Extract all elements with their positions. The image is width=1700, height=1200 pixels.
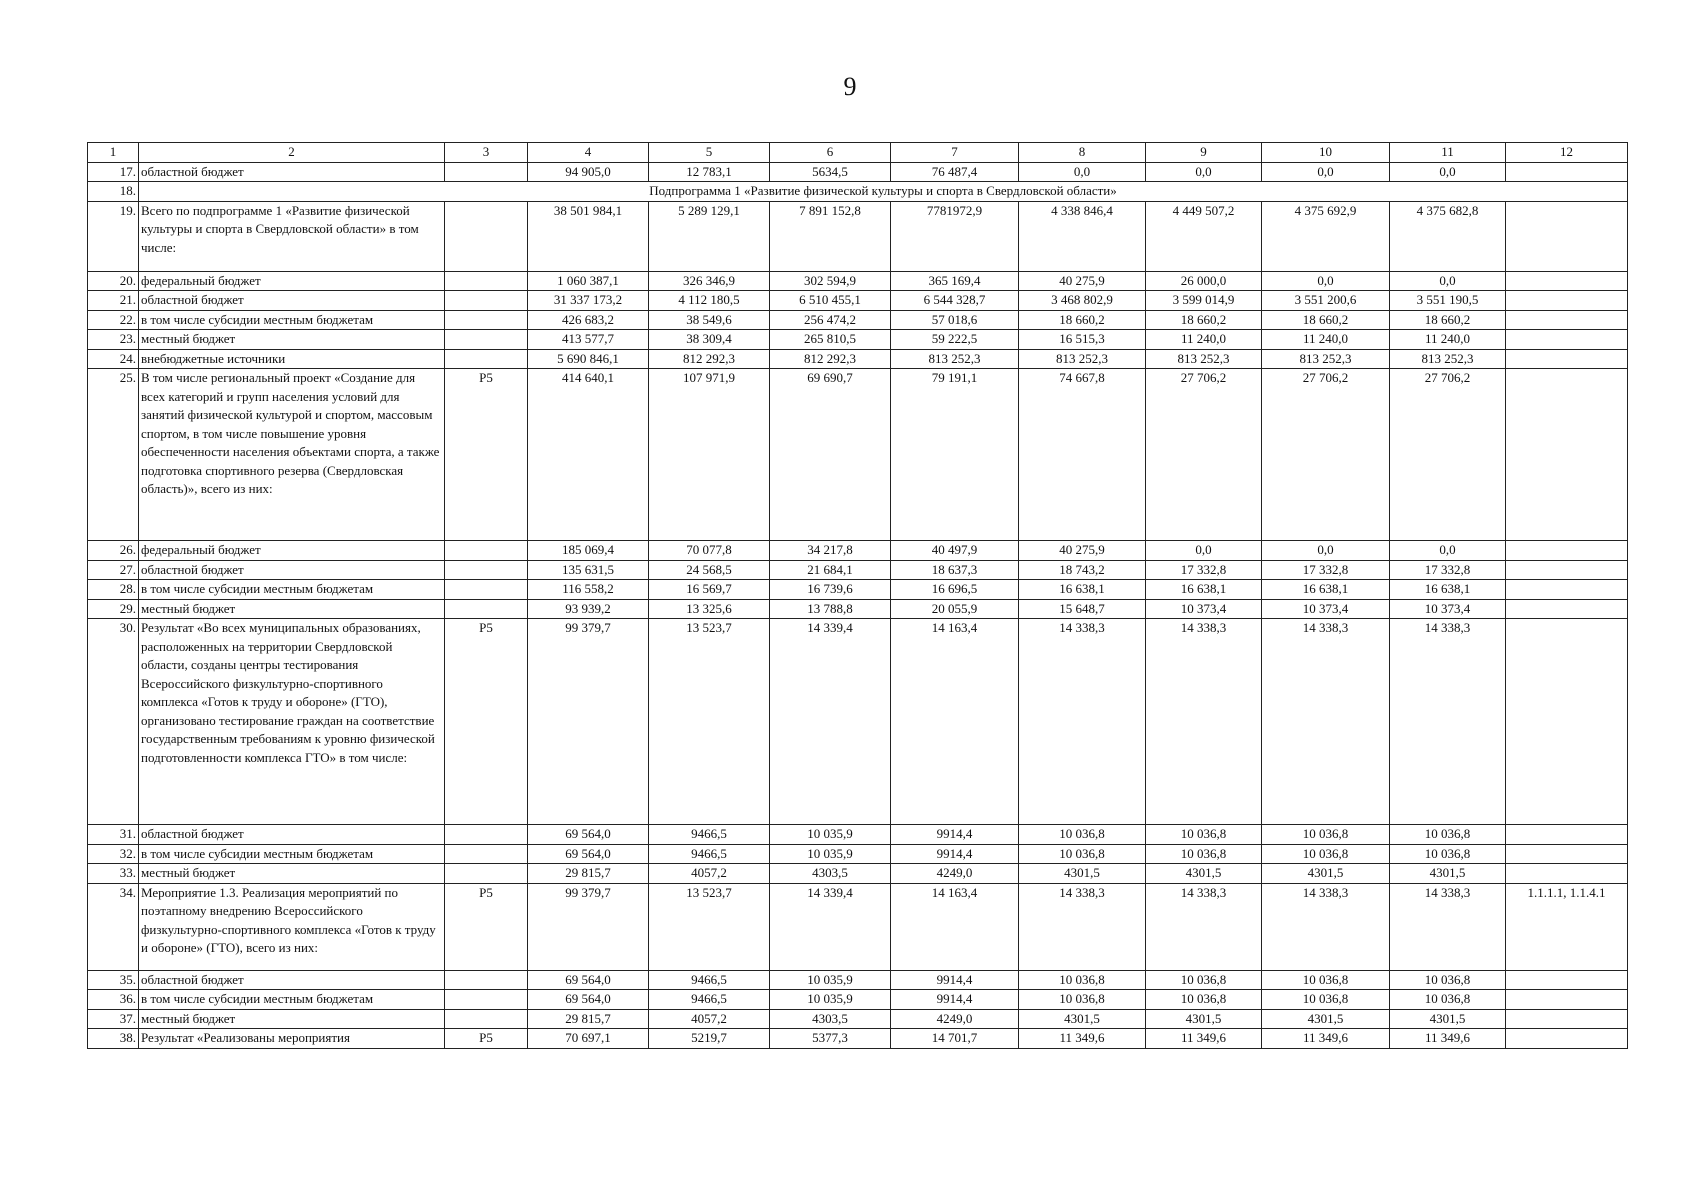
amount-cell: 0,0 (1390, 162, 1506, 182)
amount-cell: 9466,5 (649, 970, 770, 990)
row-description: местный бюджет (139, 330, 445, 350)
column-header: 5 (649, 143, 770, 163)
amount-cell: 9914,4 (891, 825, 1019, 845)
table-row (88, 162, 1628, 182)
amount-cell: 20 055,9 (891, 599, 1019, 619)
table-row (88, 883, 1628, 970)
amount-cell: 14 338,3 (1390, 619, 1506, 825)
row-target (1506, 271, 1628, 291)
amount-cell: 10 036,8 (1146, 844, 1262, 864)
table-row (88, 619, 1628, 825)
row-number: 26. (88, 541, 139, 561)
row-description: в том числе субсидии местным бюджетам (139, 844, 445, 864)
amount-cell: 18 660,2 (1390, 310, 1506, 330)
amount-cell: 16 638,1 (1390, 580, 1506, 600)
row-target (1506, 330, 1628, 350)
row-code (445, 271, 528, 291)
amount-cell: 16 696,5 (891, 580, 1019, 600)
amount-cell: 5 690 846,1 (528, 349, 649, 369)
row-number: 20. (88, 271, 139, 291)
amount-cell: 14 338,3 (1146, 883, 1262, 970)
amount-cell: 4301,5 (1146, 1009, 1262, 1029)
amount-cell: 70 077,8 (649, 541, 770, 561)
amount-cell: 812 292,3 (770, 349, 891, 369)
amount-cell: 10 035,9 (770, 844, 891, 864)
amount-cell: 18 660,2 (1019, 310, 1146, 330)
amount-cell: 69 564,0 (528, 825, 649, 845)
row-description: областной бюджет (139, 162, 445, 182)
row-target (1506, 825, 1628, 845)
amount-cell: 14 338,3 (1146, 619, 1262, 825)
amount-cell: 10 036,8 (1390, 844, 1506, 864)
amount-cell: 9466,5 (649, 825, 770, 845)
row-target (1506, 844, 1628, 864)
row-description: областной бюджет (139, 560, 445, 580)
amount-cell: 76 487,4 (891, 162, 1019, 182)
amount-cell: 18 637,3 (891, 560, 1019, 580)
table-row (88, 310, 1628, 330)
amount-cell: 14 338,3 (1019, 619, 1146, 825)
row-target (1506, 560, 1628, 580)
amount-cell: 10 036,8 (1019, 825, 1146, 845)
row-description: В том числе региональный проект «Создание для всех категорий и групп населения условий для занятий физической культурой и спортом, массовым спортом, в том числе повышение уровня обеспеченности населения объектами спорта, а также подготовка спортивного резерва (Свердловская область)», всего из них: (139, 369, 445, 541)
row-code (445, 541, 528, 561)
row-number: 33. (88, 864, 139, 884)
amount-cell: 185 069,4 (528, 541, 649, 561)
table-row (88, 201, 1628, 271)
amount-cell: 4301,5 (1390, 1009, 1506, 1029)
amount-cell: 9914,4 (891, 844, 1019, 864)
table-row (88, 825, 1628, 845)
amount-cell: 40 275,9 (1019, 541, 1146, 561)
amount-cell: 5 289 129,1 (649, 201, 770, 271)
amount-cell: 4 375 682,8 (1390, 201, 1506, 271)
amount-cell: 10 035,9 (770, 970, 891, 990)
amount-cell: 4301,5 (1146, 864, 1262, 884)
amount-cell: 69 564,0 (528, 990, 649, 1010)
amount-cell: 4301,5 (1390, 864, 1506, 884)
amount-cell: 135 631,5 (528, 560, 649, 580)
amount-cell: 10 035,9 (770, 825, 891, 845)
amount-cell: 16 638,1 (1146, 580, 1262, 600)
amount-cell: 0,0 (1262, 271, 1390, 291)
amount-cell: 10 036,8 (1146, 970, 1262, 990)
section-title: Подпрограмма 1 «Развитие физической культуры и спорта в Свердловской области» (139, 182, 1628, 202)
amount-cell: 18 743,2 (1019, 560, 1146, 580)
amount-cell: 4057,2 (649, 864, 770, 884)
amount-cell: 16 569,7 (649, 580, 770, 600)
row-number: 29. (88, 599, 139, 619)
amount-cell: 10 036,8 (1019, 844, 1146, 864)
amount-cell: 18 660,2 (1262, 310, 1390, 330)
amount-cell: 4 112 180,5 (649, 291, 770, 311)
row-code (445, 599, 528, 619)
amount-cell: 27 706,2 (1262, 369, 1390, 541)
row-code: Р5 (445, 883, 528, 970)
row-number: 18. (88, 182, 139, 202)
row-code (445, 864, 528, 884)
row-number: 23. (88, 330, 139, 350)
amount-cell: 10 036,8 (1262, 990, 1390, 1010)
amount-cell: 0,0 (1390, 271, 1506, 291)
amount-cell: 40 497,9 (891, 541, 1019, 561)
row-number: 25. (88, 369, 139, 541)
row-description: в том числе субсидии местным бюджетам (139, 580, 445, 600)
table-row (88, 330, 1628, 350)
column-header: 7 (891, 143, 1019, 163)
table-row (88, 541, 1628, 561)
row-target (1506, 599, 1628, 619)
row-code (445, 310, 528, 330)
amount-cell: 10 036,8 (1019, 970, 1146, 990)
amount-cell: 99 379,7 (528, 619, 649, 825)
amount-cell: 11 349,6 (1390, 1029, 1506, 1049)
amount-cell: 4303,5 (770, 864, 891, 884)
amount-cell: 17 332,8 (1390, 560, 1506, 580)
amount-cell: 15 648,7 (1019, 599, 1146, 619)
amount-cell: 4057,2 (649, 1009, 770, 1029)
row-target (1506, 1009, 1628, 1029)
amount-cell: 10 373,4 (1262, 599, 1390, 619)
amount-cell: 17 332,8 (1262, 560, 1390, 580)
row-code (445, 162, 528, 182)
row-code (445, 560, 528, 580)
row-target (1506, 541, 1628, 561)
column-header: 8 (1019, 143, 1146, 163)
amount-cell: 40 275,9 (1019, 271, 1146, 291)
amount-cell: 265 810,5 (770, 330, 891, 350)
amount-cell: 14 163,4 (891, 883, 1019, 970)
column-header: 11 (1390, 143, 1506, 163)
row-number: 27. (88, 560, 139, 580)
row-number: 37. (88, 1009, 139, 1029)
table-row (88, 182, 1628, 202)
amount-cell: 14 339,4 (770, 619, 891, 825)
row-code: Р5 (445, 619, 528, 825)
amount-cell: 27 706,2 (1390, 369, 1506, 541)
row-code (445, 201, 528, 271)
amount-cell: 11 240,0 (1262, 330, 1390, 350)
column-header: 10 (1262, 143, 1390, 163)
amount-cell: 70 697,1 (528, 1029, 649, 1049)
row-description: областной бюджет (139, 291, 445, 311)
amount-cell: 16 638,1 (1019, 580, 1146, 600)
amount-cell: 17 332,8 (1146, 560, 1262, 580)
amount-cell: 79 191,1 (891, 369, 1019, 541)
amount-cell: 11 240,0 (1146, 330, 1262, 350)
table-row (88, 291, 1628, 311)
amount-cell: 813 252,3 (1146, 349, 1262, 369)
row-code (445, 990, 528, 1010)
amount-cell: 4 375 692,9 (1262, 201, 1390, 271)
row-number: 32. (88, 844, 139, 864)
row-description: федеральный бюджет (139, 541, 445, 561)
table-row (88, 599, 1628, 619)
row-description: Результат «Реализованы мероприятия (139, 1029, 445, 1049)
row-target (1506, 201, 1628, 271)
amount-cell: 0,0 (1262, 541, 1390, 561)
row-target (1506, 369, 1628, 541)
amount-cell: 6 544 328,7 (891, 291, 1019, 311)
amount-cell: 4301,5 (1019, 1009, 1146, 1029)
row-description: в том числе субсидии местным бюджетам (139, 990, 445, 1010)
amount-cell: 13 325,6 (649, 599, 770, 619)
table-row (88, 369, 1628, 541)
amount-cell: 0,0 (1146, 541, 1262, 561)
amount-cell: 38 501 984,1 (528, 201, 649, 271)
amount-cell: 5634,5 (770, 162, 891, 182)
amount-cell: 10 036,8 (1390, 970, 1506, 990)
row-number: 36. (88, 990, 139, 1010)
amount-cell: 3 551 200,6 (1262, 291, 1390, 311)
row-description: областной бюджет (139, 970, 445, 990)
amount-cell: 14 338,3 (1019, 883, 1146, 970)
amount-cell: 69 564,0 (528, 970, 649, 990)
row-target (1506, 864, 1628, 884)
row-code (445, 349, 528, 369)
amount-cell: 116 558,2 (528, 580, 649, 600)
row-code (445, 825, 528, 845)
amount-cell: 9466,5 (649, 844, 770, 864)
column-header: 9 (1146, 143, 1262, 163)
row-description: местный бюджет (139, 1009, 445, 1029)
column-header: 2 (139, 143, 445, 163)
row-number: 30. (88, 619, 139, 825)
amount-cell: 13 523,7 (649, 883, 770, 970)
amount-cell: 813 252,3 (1390, 349, 1506, 369)
amount-cell: 5377,3 (770, 1029, 891, 1049)
row-code (445, 291, 528, 311)
table-header-row (88, 143, 1628, 163)
amount-cell: 4 338 846,4 (1019, 201, 1146, 271)
amount-cell: 7 891 152,8 (770, 201, 891, 271)
row-code (445, 330, 528, 350)
column-header: 1 (88, 143, 139, 163)
amount-cell: 302 594,9 (770, 271, 891, 291)
amount-cell: 3 599 014,9 (1146, 291, 1262, 311)
amount-cell: 9466,5 (649, 990, 770, 1010)
row-code (445, 970, 528, 990)
column-header: 4 (528, 143, 649, 163)
row-code: Р5 (445, 369, 528, 541)
amount-cell: 31 337 173,2 (528, 291, 649, 311)
table-row (88, 580, 1628, 600)
amount-cell: 0,0 (1146, 162, 1262, 182)
amount-cell: 10 036,8 (1262, 844, 1390, 864)
amount-cell: 34 217,8 (770, 541, 891, 561)
amount-cell: 9914,4 (891, 990, 1019, 1010)
amount-cell: 24 568,5 (649, 560, 770, 580)
row-description: Мероприятие 1.3. Реализация мероприятий по поэтапному внедрению Всероссийского физкультурно-спортивного комплекса «Готов к труду и обороне» (ГТО), всего из них: (139, 883, 445, 970)
amount-cell: 69 564,0 (528, 844, 649, 864)
amount-cell: 4303,5 (770, 1009, 891, 1029)
row-target (1506, 162, 1628, 182)
amount-cell: 11 240,0 (1390, 330, 1506, 350)
table-row (88, 1029, 1628, 1049)
amount-cell: 1 060 387,1 (528, 271, 649, 291)
amount-cell: 0,0 (1019, 162, 1146, 182)
row-description: внебюджетные источники (139, 349, 445, 369)
row-target (1506, 1029, 1628, 1049)
amount-cell: 10 036,8 (1262, 825, 1390, 845)
amount-cell: 10 036,8 (1390, 990, 1506, 1010)
amount-cell: 99 379,7 (528, 883, 649, 970)
amount-cell: 0,0 (1390, 541, 1506, 561)
amount-cell: 12 783,1 (649, 162, 770, 182)
table-row (88, 1009, 1628, 1029)
amount-cell: 10 036,8 (1390, 825, 1506, 845)
column-header: 12 (1506, 143, 1628, 163)
amount-cell: 10 036,8 (1146, 990, 1262, 1010)
row-description: местный бюджет (139, 864, 445, 884)
row-description: в том числе субсидии местным бюджетам (139, 310, 445, 330)
amount-cell: 10 036,8 (1146, 825, 1262, 845)
row-target (1506, 619, 1628, 825)
amount-cell: 69 690,7 (770, 369, 891, 541)
table-row (88, 970, 1628, 990)
row-number: 17. (88, 162, 139, 182)
row-description: областной бюджет (139, 825, 445, 845)
amount-cell: 426 683,2 (528, 310, 649, 330)
amount-cell: 4 449 507,2 (1146, 201, 1262, 271)
amount-cell: 11 349,6 (1019, 1029, 1146, 1049)
amount-cell: 13 788,8 (770, 599, 891, 619)
amount-cell: 16 515,3 (1019, 330, 1146, 350)
amount-cell: 813 252,3 (1019, 349, 1146, 369)
amount-cell: 16 638,1 (1262, 580, 1390, 600)
row-target (1506, 970, 1628, 990)
row-number: 21. (88, 291, 139, 311)
amount-cell: 11 349,6 (1146, 1029, 1262, 1049)
amount-cell: 413 577,7 (528, 330, 649, 350)
amount-cell: 812 292,3 (649, 349, 770, 369)
row-target (1506, 990, 1628, 1010)
row-number: 19. (88, 201, 139, 271)
amount-cell: 9914,4 (891, 970, 1019, 990)
amount-cell: 14 338,3 (1262, 883, 1390, 970)
amount-cell: 59 222,5 (891, 330, 1019, 350)
table-row (88, 864, 1628, 884)
amount-cell: 326 346,9 (649, 271, 770, 291)
amount-cell: 813 252,3 (891, 349, 1019, 369)
table-row (88, 560, 1628, 580)
amount-cell: 6 510 455,1 (770, 291, 891, 311)
row-description: Всего по подпрограмме 1 «Развитие физической культуры и спорта в Свердловской области» в том числе: (139, 201, 445, 271)
amount-cell: 5219,7 (649, 1029, 770, 1049)
amount-cell: 3 551 190,5 (1390, 291, 1506, 311)
amount-cell: 256 474,2 (770, 310, 891, 330)
amount-cell: 29 815,7 (528, 864, 649, 884)
row-number: 35. (88, 970, 139, 990)
row-description: федеральный бюджет (139, 271, 445, 291)
row-description: местный бюджет (139, 599, 445, 619)
row-target (1506, 349, 1628, 369)
row-target (1506, 310, 1628, 330)
table-row (88, 844, 1628, 864)
budget-table (87, 142, 1628, 1049)
amount-cell: 14 338,3 (1390, 883, 1506, 970)
column-header: 6 (770, 143, 891, 163)
row-target (1506, 291, 1628, 311)
row-code (445, 1009, 528, 1029)
table-row (88, 349, 1628, 369)
row-number: 28. (88, 580, 139, 600)
table-row (88, 271, 1628, 291)
amount-cell: 7781972,9 (891, 201, 1019, 271)
amount-cell: 10 036,8 (1262, 970, 1390, 990)
amount-cell: 365 169,4 (891, 271, 1019, 291)
amount-cell: 4301,5 (1262, 864, 1390, 884)
row-target (1506, 580, 1628, 600)
amount-cell: 94 905,0 (528, 162, 649, 182)
amount-cell: 4249,0 (891, 864, 1019, 884)
amount-cell: 4249,0 (891, 1009, 1019, 1029)
amount-cell: 16 739,6 (770, 580, 891, 600)
amount-cell: 26 000,0 (1146, 271, 1262, 291)
row-number: 24. (88, 349, 139, 369)
amount-cell: 414 640,1 (528, 369, 649, 541)
amount-cell: 93 939,2 (528, 599, 649, 619)
amount-cell: 10 373,4 (1146, 599, 1262, 619)
row-number: 22. (88, 310, 139, 330)
amount-cell: 14 163,4 (891, 619, 1019, 825)
row-target: 1.1.1.1, 1.1.4.1 (1506, 883, 1628, 970)
amount-cell: 11 349,6 (1262, 1029, 1390, 1049)
amount-cell: 57 018,6 (891, 310, 1019, 330)
row-number: 34. (88, 883, 139, 970)
amount-cell: 14 339,4 (770, 883, 891, 970)
column-header: 3 (445, 143, 528, 163)
row-code (445, 580, 528, 600)
amount-cell: 38 549,6 (649, 310, 770, 330)
amount-cell: 38 309,4 (649, 330, 770, 350)
amount-cell: 4301,5 (1262, 1009, 1390, 1029)
row-code: Р5 (445, 1029, 528, 1049)
amount-cell: 21 684,1 (770, 560, 891, 580)
amount-cell: 18 660,2 (1146, 310, 1262, 330)
amount-cell: 10 035,9 (770, 990, 891, 1010)
amount-cell: 14 338,3 (1262, 619, 1390, 825)
amount-cell: 813 252,3 (1262, 349, 1390, 369)
amount-cell: 10 036,8 (1019, 990, 1146, 1010)
row-description: Результат «Во всех муниципальных образованиях, расположенных на территории Свердловской области, созданы центры тестирования Всероссийского физкультурно-спортивного комплекса «Готов к труду и обороне» (ГТО), организовано тестирование граждан на соответствие государственным требованиям к уровню физической подготовленности комплекса ГТО» в том числе: (139, 619, 445, 825)
amount-cell: 4301,5 (1019, 864, 1146, 884)
amount-cell: 29 815,7 (528, 1009, 649, 1029)
amount-cell: 27 706,2 (1146, 369, 1262, 541)
row-number: 31. (88, 825, 139, 845)
amount-cell: 74 667,8 (1019, 369, 1146, 541)
table-row (88, 990, 1628, 1010)
amount-cell: 0,0 (1262, 162, 1390, 182)
amount-cell: 107 971,9 (649, 369, 770, 541)
amount-cell: 14 701,7 (891, 1029, 1019, 1049)
row-number: 38. (88, 1029, 139, 1049)
amount-cell: 3 468 802,9 (1019, 291, 1146, 311)
row-code (445, 844, 528, 864)
amount-cell: 13 523,7 (649, 619, 770, 825)
amount-cell: 10 373,4 (1390, 599, 1506, 619)
page-number: 9 (843, 72, 857, 101)
